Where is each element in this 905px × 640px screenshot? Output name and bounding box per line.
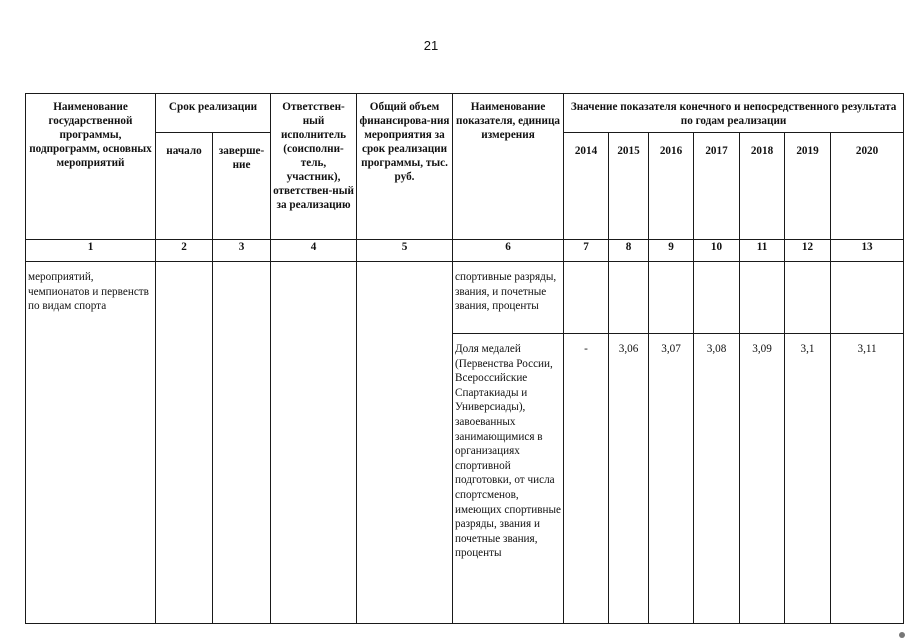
- header-year: 2014: [564, 133, 609, 240]
- empty-cell: [271, 262, 357, 624]
- column-number: 6: [453, 240, 564, 262]
- header-year: 2020: [831, 133, 904, 240]
- value-cell: 3,09: [740, 334, 785, 624]
- header-year: 2015: [609, 133, 649, 240]
- empty-cell: [785, 262, 831, 334]
- header-program-name: Наименование государственной программы, подпрограмм, основных мероприятий: [26, 94, 156, 240]
- empty-cell: [609, 262, 649, 334]
- empty-cell: [740, 262, 785, 334]
- column-number: 1: [26, 240, 156, 262]
- empty-cell: [564, 262, 609, 334]
- header-period: Срок реализации: [156, 94, 271, 133]
- scan-edge-mark: [899, 632, 905, 638]
- value-cell: 3,07: [649, 334, 694, 624]
- column-number-row: [26, 240, 904, 262]
- column-number: 12: [785, 240, 831, 262]
- column-number: 11: [740, 240, 785, 262]
- header-period-start: начало: [156, 133, 213, 240]
- empty-cell: [831, 262, 904, 334]
- column-number: 3: [213, 240, 271, 262]
- value-cell: -: [564, 334, 609, 624]
- header-year: 2016: [649, 133, 694, 240]
- header-indicator-name: Наименование показателя, единица измерения: [453, 94, 564, 240]
- value-cell: 3,11: [831, 334, 904, 624]
- value-cell: 3,06: [609, 334, 649, 624]
- value-cell: 3,1: [785, 334, 831, 624]
- value-cell: 3,08: [694, 334, 740, 624]
- column-number: 2: [156, 240, 213, 262]
- indicator-name-cell: Доля медалей (Первенства России, Всероссийские Спартакиады и Универсиады), завоеванных занимающимися в организациях спортивной подготовки, от числа спортсменов, имеющих спортивные разряды, звания и почетные звания, проценты: [453, 334, 564, 624]
- column-number: 7: [564, 240, 609, 262]
- header-period-end: заверше-ние: [213, 133, 271, 240]
- column-number: 8: [609, 240, 649, 262]
- header-year: 2018: [740, 133, 785, 240]
- page-number: 21: [423, 38, 439, 53]
- header-row-1: [26, 94, 904, 133]
- header-funding: Общий объем финансирова-ния мероприятия за срок реализации программы, тыс. руб.: [357, 94, 453, 240]
- column-number: 10: [694, 240, 740, 262]
- header-responsible: Ответствен-ный исполнитель (соисполни-тель, участник), ответствен-ный за реализацию: [271, 94, 357, 240]
- empty-cell: [357, 262, 453, 624]
- program-indicators-table: [25, 93, 904, 624]
- empty-cell: [213, 262, 271, 624]
- header-year: 2019: [785, 133, 831, 240]
- column-number: 13: [831, 240, 904, 262]
- header-year: 2017: [694, 133, 740, 240]
- header-indicator-values: Значение показателя конечного и непосредственного результата по годам реализации: [564, 94, 904, 133]
- program-name-cell: мероприятий, чемпионатов и первенств по видам спорта: [26, 262, 156, 624]
- empty-cell: [694, 262, 740, 334]
- table-row: [26, 262, 904, 334]
- indicator-name-cell: спортивные разряды, звания, и почетные звания, проценты: [453, 262, 564, 334]
- empty-cell: [649, 262, 694, 334]
- column-number: 9: [649, 240, 694, 262]
- empty-cell: [156, 262, 213, 624]
- column-number: 4: [271, 240, 357, 262]
- column-number: 5: [357, 240, 453, 262]
